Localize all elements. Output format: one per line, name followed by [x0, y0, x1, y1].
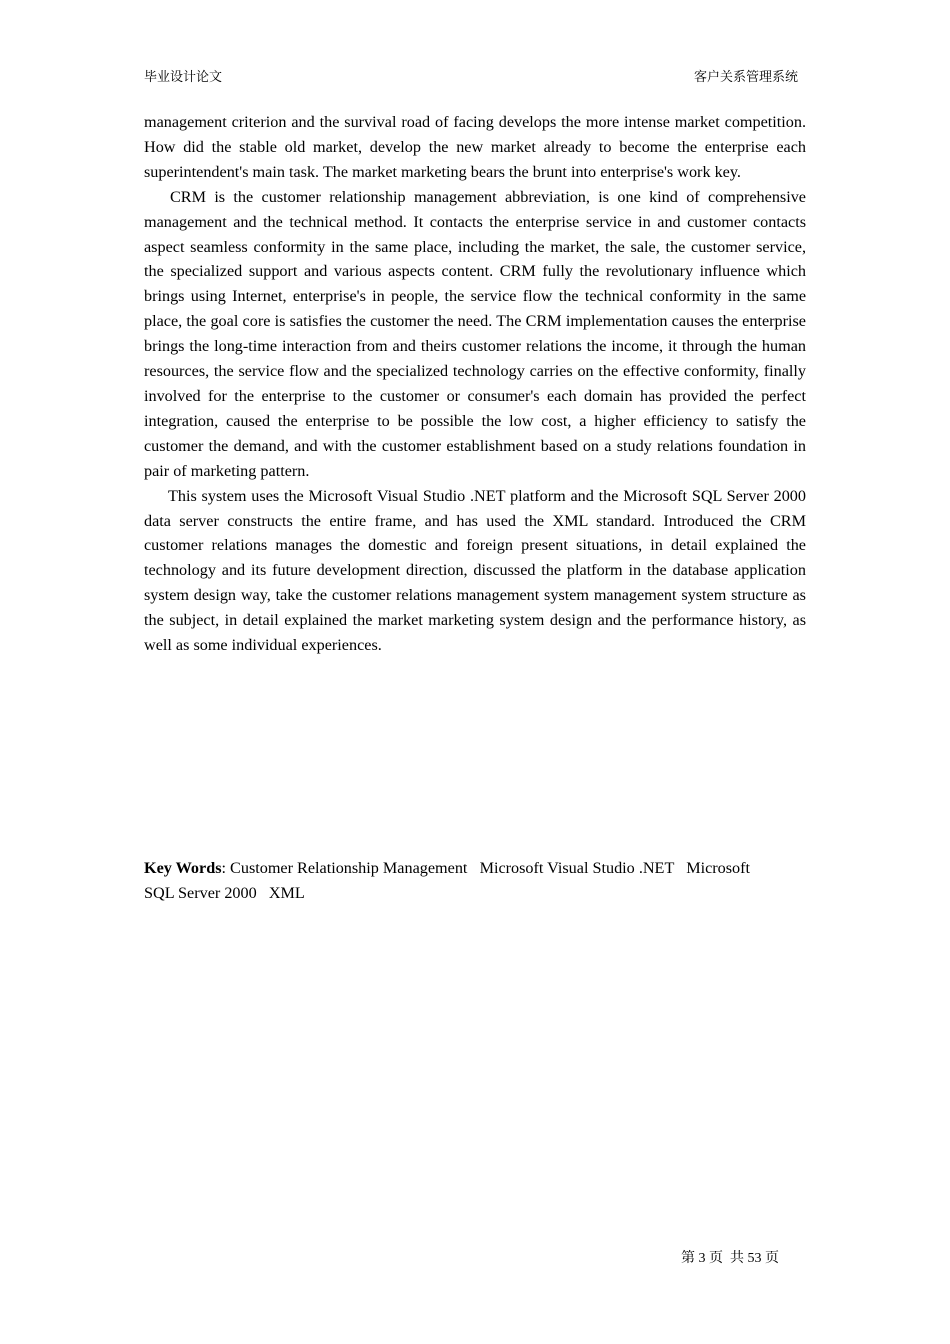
paragraph-3: This system uses the Microsoft Visual Studio .NET platform and the Microsoft SQL Server 2000 data server constructs the entire frame, and has used the XML standard. Introduced the CRM customer relations manages the domestic and foreign present situations, in detail explained the technology and its future development direction, discussed the platform in the database application system design way, take the customer relations management system management system structure as the subject, in detail explained the market marketing system design and the performance history, as well as some individual experiences.	[144, 486, 806, 655]
page-number: 第 3 页 共 53 页	[681, 1251, 779, 1266]
keyword-item: Customer Relationship Management	[230, 859, 468, 877]
page-header	[144, 66, 798, 88]
keyword-item: SQL Server 2000	[144, 883, 257, 902]
keyword-item: Microsoft Visual Studio .NET	[479, 859, 675, 877]
keywords-separator: :	[221, 859, 231, 877]
header-system-title: 客户关系管理系统	[693, 70, 798, 85]
keyword-item: Microsoft	[686, 859, 751, 877]
header-thesis-label: 毕业设计论文	[144, 70, 223, 85]
paragraph-1: management criterion and the survival road of facing develops the more intense market competition. How did the stable old market, develop the new market already to become the enterprise each superintendent's main task. The market marketing bears the brunt into enterprise's work key.	[144, 113, 806, 181]
paragraph-2: CRM is the customer relationship management abbreviation, is one kind of comprehensive management and the technical method. It contacts the enterprise service in and customer contacts aspect seamless conformity in the same place, including the market, the sale, the customer service, the specialized support and various aspects content. CRM fully the revolutionary influence which brings using Internet, enterprise's in people, the service flow the technical conformity in the same place, the goal core is satisfies the customer the need. The CRM implementation causes the enterprise brings the long-time interaction from and theirs customer relations the income, it through the human resources, the service flow and the specialized technology carries on the effective conformity, finally involved for the enterprise to the customer or consumer's each domain has provided the perfect integration, caused the enterprise to be possible the low cost, a higher efficiency to satisfy the customer the demand, and with the customer establishment based on a study relations foundation in pair of marketing pattern.	[144, 187, 806, 480]
keyword-item: XML	[268, 883, 305, 902]
keywords-label: Key Words	[144, 859, 222, 877]
keywords-block	[144, 856, 784, 906]
abstract-body	[144, 110, 806, 658]
